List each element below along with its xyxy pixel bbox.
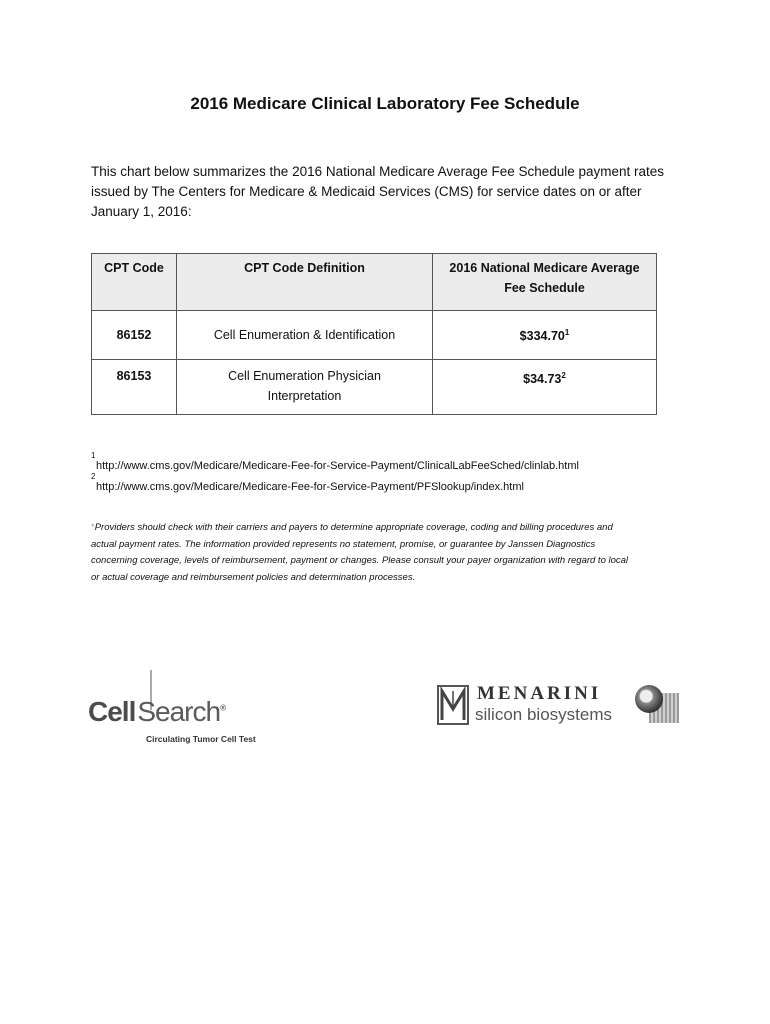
intro-line: This chart below summarizes the 2016 National Medicare Average Fee Schedule payment rates bbox=[91, 164, 665, 179]
intro-line: January 1, 2016: bbox=[91, 204, 192, 219]
menarini-name: MENARINI bbox=[477, 683, 602, 704]
header-fee-line2: Fee Schedule bbox=[504, 281, 585, 295]
price-cell bbox=[433, 360, 657, 415]
header-fee-schedule bbox=[433, 254, 657, 311]
disclaimer-line: actual payment rates. The information provided represents no statement, promise, or guarantee by Janssen Diagnostics bbox=[91, 538, 596, 550]
sphere-icon bbox=[635, 685, 663, 713]
footnote-number: 2 bbox=[91, 472, 96, 481]
price-value: $34.73 bbox=[523, 372, 562, 387]
definition-line: Cell Enumeration Physician bbox=[228, 369, 381, 383]
page-title: 2016 Medicare Clinical Laboratory Fee Schedule bbox=[190, 94, 580, 113]
definition-cell: Cell Enumeration & Identification bbox=[177, 311, 433, 360]
menarini-logo bbox=[437, 685, 682, 729]
m-glyph-icon bbox=[439, 687, 467, 723]
cellsearch-wordmark: CellSearch® bbox=[88, 696, 225, 727]
price-cell bbox=[433, 311, 657, 360]
intro-paragraph bbox=[91, 162, 691, 222]
header-fee-line1: 2016 National Medicare Average bbox=[449, 261, 640, 275]
footnote bbox=[91, 452, 579, 473]
header-cpt-definition: CPT Code Definition bbox=[177, 254, 433, 311]
table-header-row bbox=[92, 254, 657, 311]
footnote-ref: 1 bbox=[564, 328, 570, 338]
disclaimer-line: or actual coverage and reimbursement policies and determination processes. bbox=[91, 571, 416, 583]
footnote bbox=[91, 473, 524, 494]
table-row bbox=[92, 311, 657, 360]
footnote-link[interactable]: http://www.cms.gov/Medicare/Medicare-Fee-for-Service-Payment/PFSlookup/index.html bbox=[96, 481, 524, 493]
cellsearch-logo bbox=[88, 668, 268, 748]
footnote-number: 1 bbox=[91, 451, 96, 460]
price-value: $334.70 bbox=[519, 329, 565, 344]
cellsearch-tagline: Circulating Tumor Cell Test bbox=[146, 734, 256, 744]
menarini-m-icon bbox=[437, 685, 469, 725]
cpt-code-cell: 86153 bbox=[92, 360, 177, 415]
disclaimer bbox=[91, 520, 681, 586]
intro-line: issued by The Centers for Medicare & Medicaid Services (CMS) for service dates on or after bbox=[91, 184, 642, 199]
fee-schedule-table bbox=[91, 253, 657, 415]
footnote-ref: 2 bbox=[561, 371, 566, 380]
definition-line: Interpretation bbox=[267, 389, 342, 403]
table-row bbox=[92, 360, 657, 415]
disclaimer-line: concerning coverage, levels of reimbursement, payment or changes. Please consult your payer organization with regard to local bbox=[91, 555, 629, 566]
definition-cell bbox=[177, 360, 433, 415]
footnote-link[interactable]: http://www.cms.gov/Medicare/Medicare-Fee-for-Service-Payment/ClinicalLabFeeSched/clinlab.html bbox=[96, 460, 579, 472]
header-cpt-code: CPT Code bbox=[92, 254, 177, 311]
asterisk: * bbox=[91, 522, 95, 533]
cpt-code-cell: 86152 bbox=[92, 311, 177, 360]
disclaimer-line: *Providers should check with their carriers and payers to determine appropriate coverage, coding and billing procedures and bbox=[91, 522, 613, 533]
menarini-subtitle: silicon biosystems bbox=[475, 705, 612, 724]
